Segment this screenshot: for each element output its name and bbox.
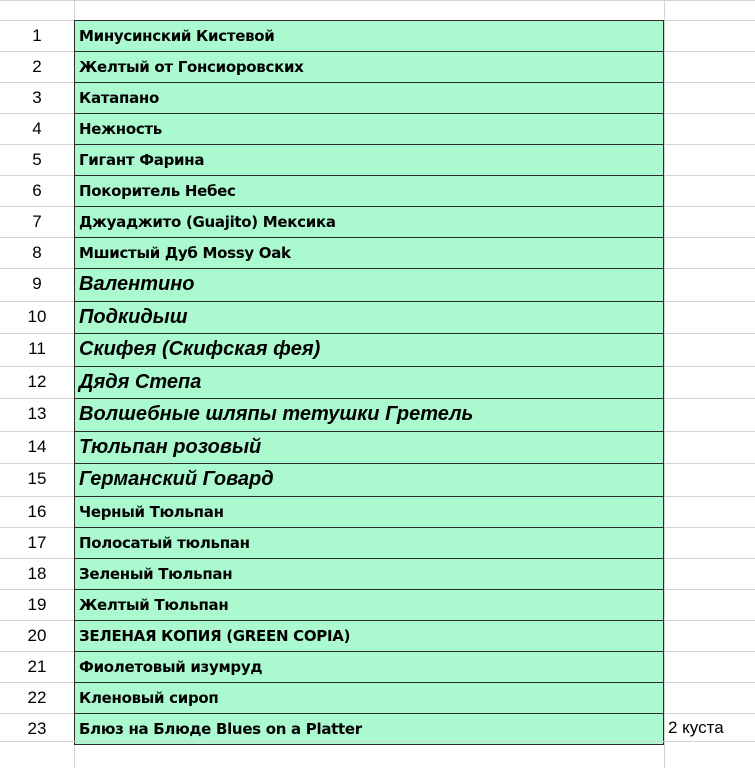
gridline-row-right [664, 113, 755, 114]
row-number: 7 [32, 212, 42, 231]
table-row [0, 206, 755, 237]
gridline-row [0, 51, 74, 52]
variety-name-cell[interactable]: Полосатый тюльпан [74, 527, 664, 559]
row-number: 21 [27, 656, 47, 676]
gridline-bottom [0, 741, 755, 742]
variety-name-cell[interactable]: Тюльпан розовый [74, 431, 664, 465]
variety-name-cell[interactable]: Мшистый Дуб Mossy Oak [74, 237, 664, 269]
table-row [0, 398, 755, 431]
row-number: 20 [27, 625, 47, 645]
gridline-row [0, 113, 74, 114]
variety-name-cell[interactable]: Покоритель Небес [74, 175, 664, 207]
gridline-row-right [664, 144, 755, 145]
gridline-row [0, 558, 74, 559]
gridline-row-right [664, 237, 755, 238]
variety-name-cell[interactable]: Катапано [74, 82, 664, 114]
gridline-row [0, 682, 74, 683]
table-row [0, 558, 755, 589]
gridline-row-right [664, 398, 755, 399]
variety-name-cell[interactable]: Гигант Фарина [74, 144, 664, 176]
table-row [0, 682, 755, 713]
table-row [0, 20, 755, 51]
table-row [0, 82, 755, 113]
gridline-row [0, 237, 74, 238]
table-row [0, 651, 755, 682]
gridline-row-right [664, 558, 755, 559]
gridline-row-right [664, 589, 755, 590]
gridline-row-right [664, 463, 755, 464]
table-row [0, 366, 755, 399]
gridline-row-right [664, 268, 755, 269]
variety-name-cell[interactable]: Скифея (Скифская фея) [74, 333, 664, 367]
row-number: 1 [32, 26, 42, 45]
variety-name-cell[interactable]: Фиолетовый изумруд [74, 651, 664, 683]
table-row [0, 113, 755, 144]
gridline-row [0, 463, 74, 464]
gridline-row [0, 82, 74, 83]
gridline-row-right [664, 175, 755, 176]
variety-name-cell[interactable]: Германский Говард [74, 463, 664, 497]
table-row [0, 620, 755, 651]
variety-name-cell[interactable]: Волшебные шляпы тетушки Гретель [74, 398, 664, 432]
variety-name-cell[interactable]: Кленовый сироп [74, 682, 664, 714]
variety-name-cell[interactable]: Подкидыш [74, 301, 664, 335]
gridline-row-right [664, 82, 755, 83]
gridline-row [0, 651, 74, 652]
gridline-row-right [664, 20, 755, 21]
gridline-row-right [664, 651, 755, 652]
table-row [0, 144, 755, 175]
gridline-row [0, 206, 74, 207]
gridline-row [0, 366, 74, 367]
table-row [0, 589, 755, 620]
gridline-row [0, 333, 74, 334]
gridline-row-right [664, 620, 755, 621]
table-row [0, 496, 755, 527]
gridline-row-right [664, 366, 755, 367]
gridline-row [0, 620, 74, 621]
row-number: 22 [27, 687, 47, 707]
table-row [0, 237, 755, 268]
variety-name-cell[interactable]: Нежность [74, 113, 664, 145]
row-number: 15 [27, 469, 47, 488]
table-row [0, 268, 755, 301]
table-row [0, 713, 755, 744]
row-number: 18 [27, 563, 47, 583]
row-number: 17 [27, 532, 47, 552]
gridline-row-right [664, 51, 755, 52]
variety-name-cell[interactable]: Желтый Тюльпан [74, 589, 664, 621]
gridline-row-right [664, 682, 755, 683]
row-number: 16 [27, 501, 47, 521]
gridline-row-right [664, 713, 755, 714]
variety-name-cell[interactable]: Валентино [74, 268, 664, 302]
variety-name-cell[interactable]: Джуаджито (Guajito) Мексика [74, 206, 664, 238]
gridline-row-right [664, 206, 755, 207]
gridline-row [0, 496, 74, 497]
note-cell[interactable]: 2 куста [668, 718, 724, 737]
row-number: 10 [27, 306, 47, 326]
gridline-row [0, 398, 74, 399]
table-row [0, 51, 755, 82]
gridline-row [0, 713, 74, 714]
row-number: 3 [32, 88, 42, 107]
variety-name-cell[interactable]: ЗЕЛЕНАЯ КОПИЯ (GREEN COPIA) [74, 620, 664, 652]
gridline-row-right [664, 333, 755, 334]
row-number: 4 [32, 119, 42, 138]
gridline-row-right [664, 301, 755, 302]
table-row [0, 175, 755, 206]
row-number: 8 [32, 243, 42, 262]
row-number: 23 [27, 718, 47, 738]
gridline-row [0, 301, 74, 302]
row-number: 9 [32, 274, 42, 293]
gridline-row [0, 144, 74, 145]
table-row [0, 301, 755, 334]
gridline-row [0, 20, 74, 21]
gridline-row [0, 589, 74, 590]
row-number: 2 [32, 57, 42, 76]
gridline-row-right [664, 496, 755, 497]
variety-name-cell[interactable]: Черный Тюльпан [74, 496, 664, 528]
gridline-row [0, 175, 74, 176]
row-number: 11 [28, 339, 46, 358]
variety-name-cell[interactable]: Минусинский Кистевой [74, 20, 664, 52]
gridline-row [0, 268, 74, 269]
table-row [0, 463, 755, 496]
row-number: 5 [32, 150, 42, 169]
gridline-row-right [664, 527, 755, 528]
gridline-row [0, 431, 74, 432]
gridline-top [0, 0, 755, 1]
row-number: 13 [27, 404, 47, 423]
variety-name-cell[interactable]: Зеленый Тюльпан [74, 558, 664, 590]
table-row [0, 527, 755, 558]
gridline-row [0, 527, 74, 528]
variety-name-cell[interactable]: Желтый от Гонсиоровских [74, 51, 664, 83]
gridline-row-right [664, 431, 755, 432]
row-number: 12 [27, 371, 47, 391]
row-number: 14 [27, 436, 47, 456]
table-row [0, 431, 755, 464]
row-number: 19 [27, 594, 47, 614]
variety-name-cell[interactable]: Дядя Степа [74, 366, 664, 400]
table-row [0, 333, 755, 366]
variety-name-cell[interactable]: Блюз на Блюде Blues on a Platter [74, 713, 664, 745]
row-number: 6 [32, 181, 42, 200]
